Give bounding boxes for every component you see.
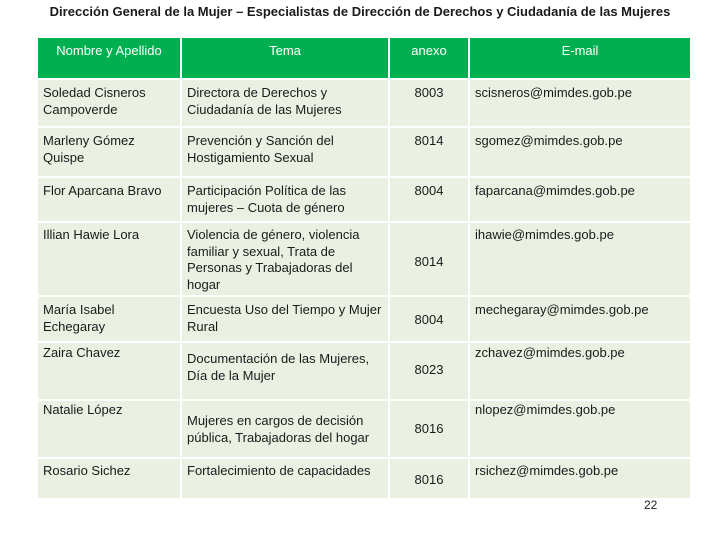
row-topic: Mujeres en cargos de decisión pública, Trabajadoras del hogar — [182, 401, 388, 457]
header-ext: anexo — [390, 38, 468, 78]
row-email: zchavez@mimdes.gob.pe — [470, 343, 690, 399]
row-name: Marleny Gómez Quispe — [38, 128, 180, 176]
row-topic: Prevención y Sanción del Hostigamiento Sexual — [182, 128, 388, 176]
contacts-table — [38, 38, 690, 498]
row-name: Rosario Sichez — [38, 459, 180, 498]
row-topic: Participación Política de las mujeres – Cuota de género — [182, 178, 388, 221]
header-topic: Tema — [182, 38, 388, 78]
row-name: Soledad Cisneros Campoverde — [38, 80, 180, 126]
row-ext: 8023 — [390, 343, 468, 399]
header-name: Nombre y Apellido — [38, 38, 180, 78]
row-email: sgomez@mimdes.gob.pe — [470, 128, 690, 176]
row-topic: Fortalecimiento de capacidades — [182, 459, 388, 498]
row-ext: 8014 — [390, 223, 468, 295]
row-name: Flor Aparcana Bravo — [38, 178, 180, 221]
row-ext: 8016 — [390, 401, 468, 457]
row-email: ihawie@mimdes.gob.pe — [470, 223, 690, 295]
row-topic: Violencia de género, violencia familiar y sexual, Trata de Personas y Trabajadoras del hogar — [182, 223, 388, 295]
page-title: Dirección General de la Mujer – Especialistas de Dirección de Derechos y Ciudadanía de las Mujeres — [49, 4, 671, 19]
row-ext: 8003 — [390, 80, 468, 126]
row-topic: Documentación de las Mujeres, Día de la Mujer — [182, 343, 388, 399]
row-name: Zaira Chavez — [38, 343, 180, 399]
row-email: faparcana@mimdes.gob.pe — [470, 178, 690, 221]
row-ext: 8016 — [390, 459, 468, 498]
row-topic: Directora de Derechos y Ciudadanía de las Mujeres — [182, 80, 388, 126]
row-ext: 8014 — [390, 128, 468, 176]
row-name: María Isabel Echegaray — [38, 297, 180, 341]
row-topic: Encuesta Uso del Tiempo y Mujer Rural — [182, 297, 388, 341]
row-email: nlopez@mimdes.gob.pe — [470, 401, 690, 457]
row-email: rsichez@mimdes.gob.pe — [470, 459, 690, 498]
row-name: Natalie López — [38, 401, 180, 457]
page-number: 22 — [644, 498, 658, 512]
row-email: mechegaray@mimdes.gob.pe — [470, 297, 690, 341]
header-email: E-mail — [470, 38, 690, 78]
row-name: Illian Hawie Lora — [38, 223, 180, 295]
row-ext: 8004 — [390, 178, 468, 221]
row-ext: 8004 — [390, 297, 468, 341]
row-email: scisneros@mimdes.gob.pe — [470, 80, 690, 126]
